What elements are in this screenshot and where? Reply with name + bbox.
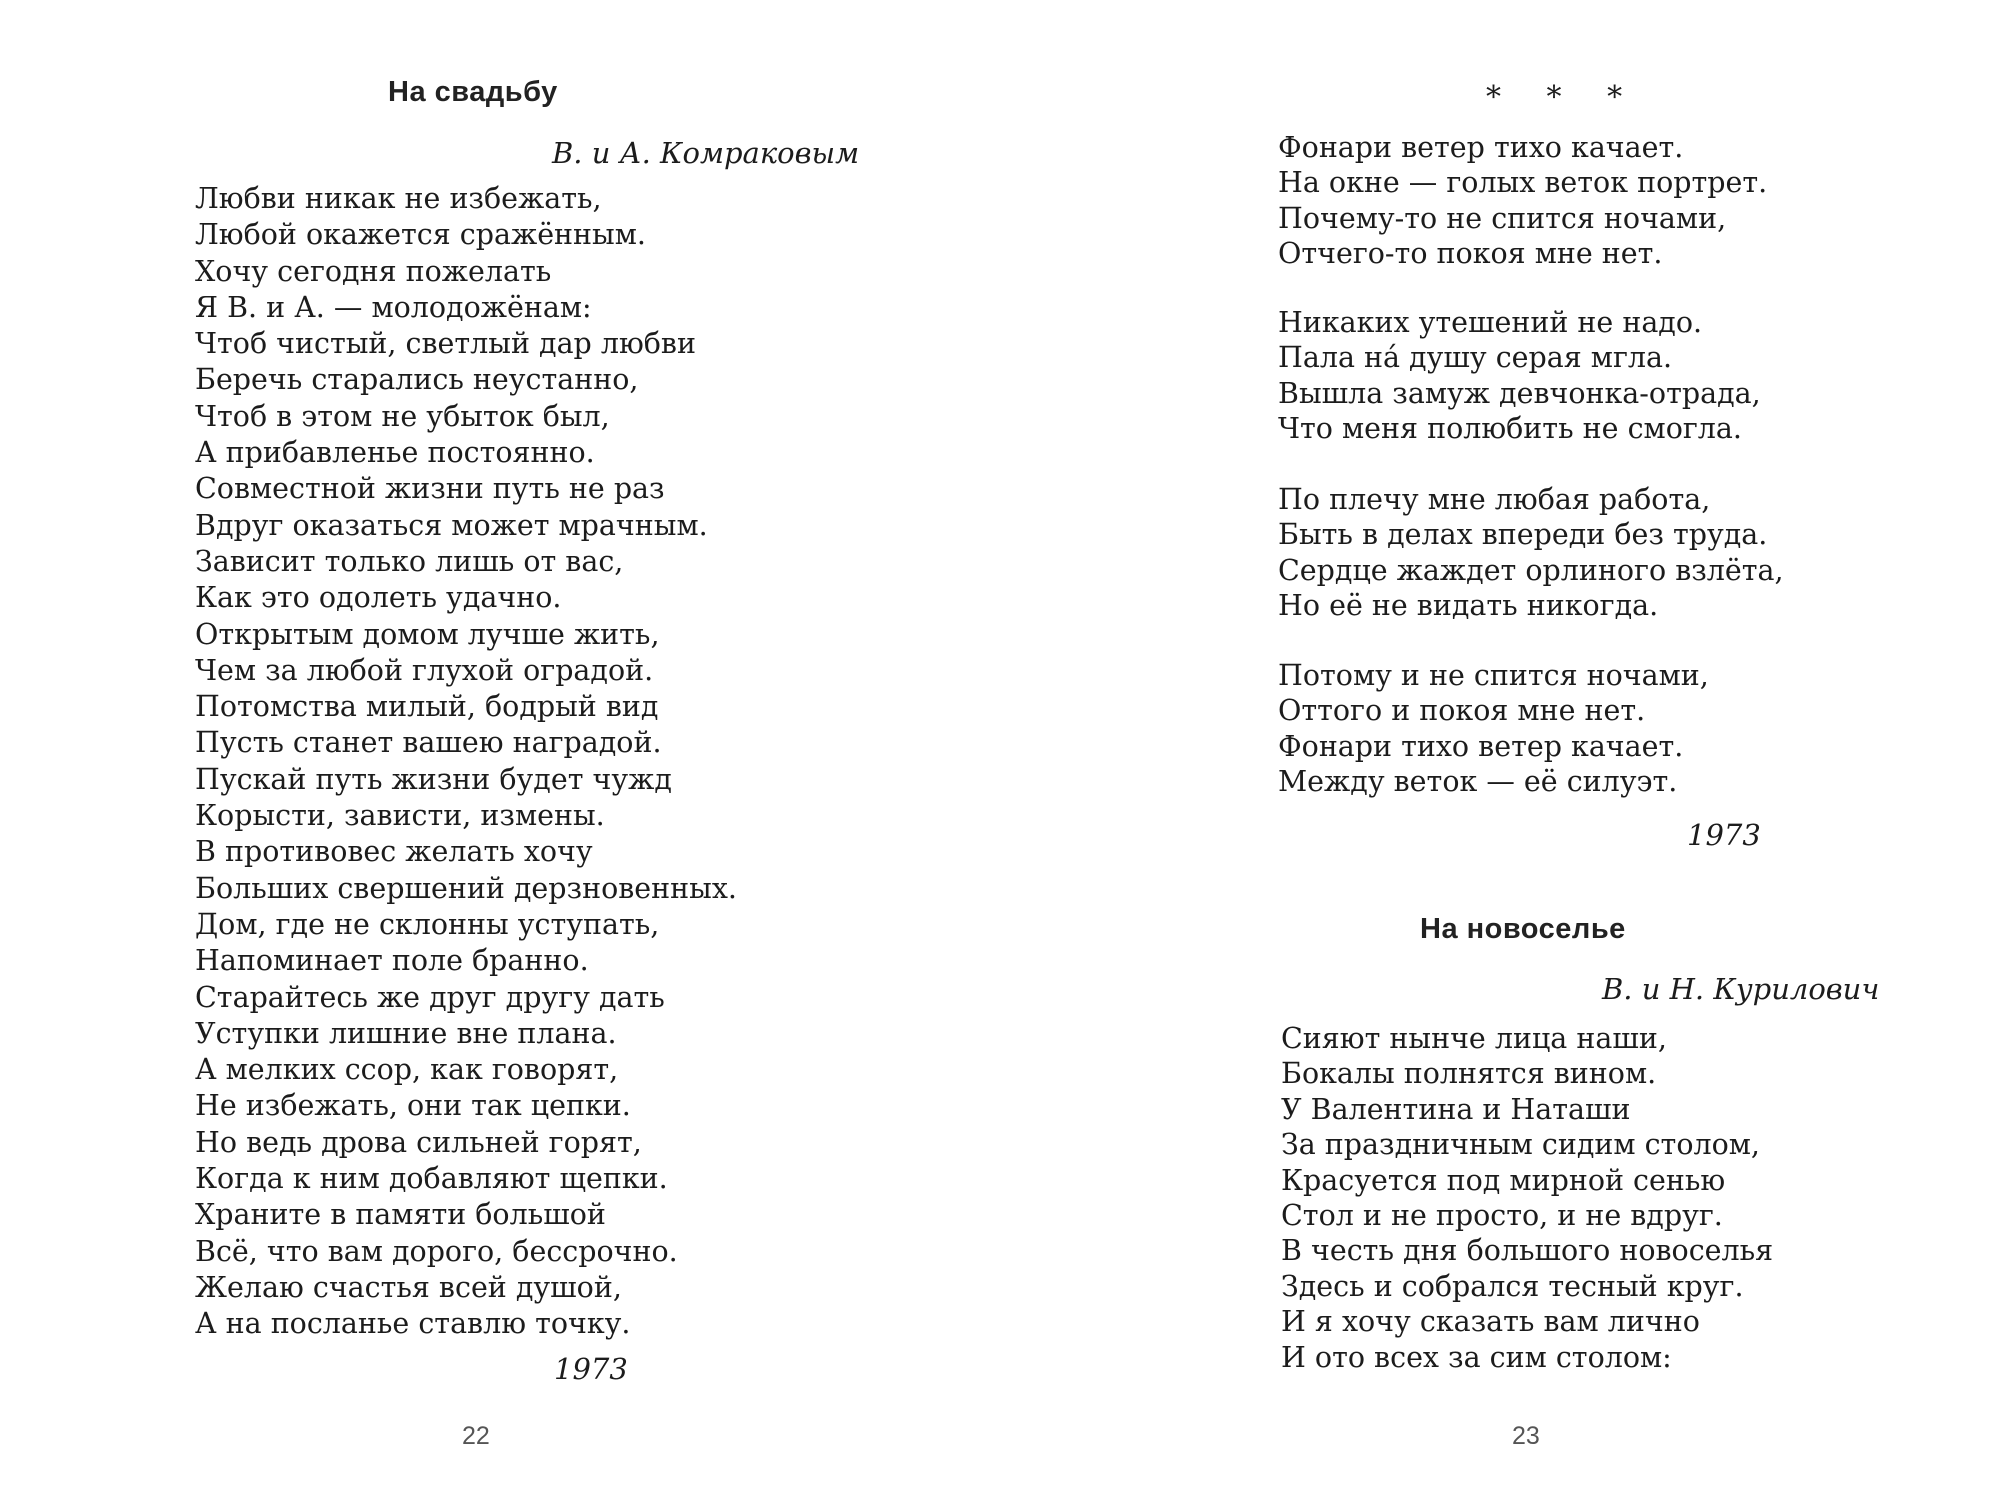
poem-line: Желаю счастья всей душой, xyxy=(195,1270,622,1304)
poem-line: Совместной жизни путь не раз xyxy=(195,472,665,506)
poem-line: И ото всех за сим столом: xyxy=(1281,1340,1672,1374)
poem-line: Фонари тихо ветер качает. xyxy=(1278,729,1684,763)
poem-line: Вдруг оказаться может мрачным. xyxy=(195,508,708,542)
poem-line: Храните в памяти большой xyxy=(195,1198,606,1232)
poem-line: Но её не видать никогда. xyxy=(1278,589,1659,623)
poem-line: Что меня полюбить не смогла. xyxy=(1278,412,1742,446)
poem-line: Любви никак не избежать, xyxy=(195,182,602,215)
poem-line: Чтоб чистый, светлый дар любви xyxy=(195,327,696,361)
poem-line: Уступки лишние вне плана. xyxy=(195,1016,617,1050)
poem-line: Быть в делах впереди без труда. xyxy=(1278,518,1768,552)
poem-line: Здесь и собрался тесный круг. xyxy=(1281,1269,1744,1303)
poem-line: Напоминает поле бранно. xyxy=(195,944,589,978)
poem-line: Когда к ним добавляют щепки. xyxy=(195,1162,668,1196)
poem-line: Чем за любой глухой оградой. xyxy=(195,653,654,687)
poem-line: Пусть станет вашею наградой. xyxy=(195,726,662,760)
page-number: 22 xyxy=(462,1422,490,1450)
stanza xyxy=(1278,482,1784,624)
poem-line: Чтоб в этом не убыток был, xyxy=(195,399,610,433)
stanza xyxy=(1278,658,1709,800)
poem-line: Больших свершений дерзновенных. xyxy=(195,871,737,905)
poem-line: Сияют нынче лица наши, xyxy=(1281,1022,1667,1055)
poem-line: Дом, где не склонны уступать, xyxy=(195,907,660,941)
poem-title-wedding: На свадьбу xyxy=(388,76,558,108)
poem-line: Корысти, зависти, измены. xyxy=(195,799,605,833)
poem-line: Старайтесь же друг другу дать xyxy=(195,980,665,1014)
poem-line: Беречь старались неустанно, xyxy=(195,363,639,397)
right-page xyxy=(1000,0,2000,1495)
poem-body xyxy=(195,181,737,1343)
poem-line: Любой окажется сражённым. xyxy=(195,218,646,252)
section-stars: * * * xyxy=(1486,80,1641,115)
poem-line: Никаких утешений не надо. xyxy=(1278,306,1703,339)
stanza xyxy=(1278,305,1761,447)
poem-year: 1973 xyxy=(554,1352,628,1386)
poem-line: Потому и не спится ночами, xyxy=(1278,659,1709,692)
poem-line: Вышла замуж девчонка-отрада, xyxy=(1278,376,1761,410)
poem-dedication: В. и Н. Курилович xyxy=(1602,972,1880,1006)
poem-title-housewarming: На новоселье xyxy=(1420,913,1626,945)
poem-line: Почему-то не спится ночами, xyxy=(1278,201,1727,235)
poem-line: Пускай путь жизни будет чужд xyxy=(195,762,672,796)
poem-line: Хочу сегодня пожелать xyxy=(195,254,552,288)
poem-line: Всё, что вам дорого, бессрочно. xyxy=(195,1234,678,1268)
poem-line: А на посланье ставлю точку. xyxy=(195,1307,631,1341)
poem-line: Открытым домом лучше жить, xyxy=(195,617,660,651)
poem-line: Отчего-то покоя мне нет. xyxy=(1278,237,1663,271)
poem-line: По плечу мне любая работа, xyxy=(1278,483,1711,516)
poem-line: Фонари ветер тихо качает. xyxy=(1278,131,1684,164)
poem-line: И я хочу сказать вам лично xyxy=(1281,1305,1700,1339)
poem-line: Я В. и А. — молодожёнам: xyxy=(195,290,592,324)
poem-line: В противовес желать хочу xyxy=(195,835,593,869)
poem-line: Стол и не просто, и не вдруг. xyxy=(1281,1199,1723,1233)
poem-line: Красуется под мирной сенью xyxy=(1281,1163,1726,1197)
poem-year: 1973 xyxy=(1687,818,1761,852)
poem-line: Между веток — её силуэт. xyxy=(1278,765,1678,799)
poem-line: Бокалы полнятся вином. xyxy=(1281,1057,1657,1091)
poem-line: Пала нá душу серая мгла. xyxy=(1278,341,1673,375)
page-number: 23 xyxy=(1512,1422,1540,1450)
poem-line: В честь дня большого новоселья xyxy=(1281,1234,1774,1268)
poem-line: Как это одолеть удачно. xyxy=(195,581,562,615)
poem-line: А мелких ссор, как говорят, xyxy=(195,1053,619,1087)
poem-line: На окне — голых веток портрет. xyxy=(1278,166,1768,200)
poem-line: Оттого и покоя мне нет. xyxy=(1278,694,1646,728)
poem-line: Потомства милый, бодрый вид xyxy=(195,690,659,724)
poem-dedication: В. и А. Комраковым xyxy=(552,136,860,170)
poem-line: Но ведь дрова сильней горят, xyxy=(195,1125,642,1159)
poem-line: Не избежать, они так цепки. xyxy=(195,1089,631,1123)
poem-line: У Валентина и Наташи xyxy=(1281,1092,1631,1126)
poem-line: Зависит только лишь от вас, xyxy=(195,544,624,578)
poem-line: Сердце жаждет орлиного взлёта, xyxy=(1278,553,1784,587)
poem-line: За праздничным сидим столом, xyxy=(1281,1128,1760,1162)
poem-body xyxy=(1281,1021,1773,1375)
stanza xyxy=(1278,130,1767,272)
poem-line: А прибавленье постоянно. xyxy=(195,436,595,470)
